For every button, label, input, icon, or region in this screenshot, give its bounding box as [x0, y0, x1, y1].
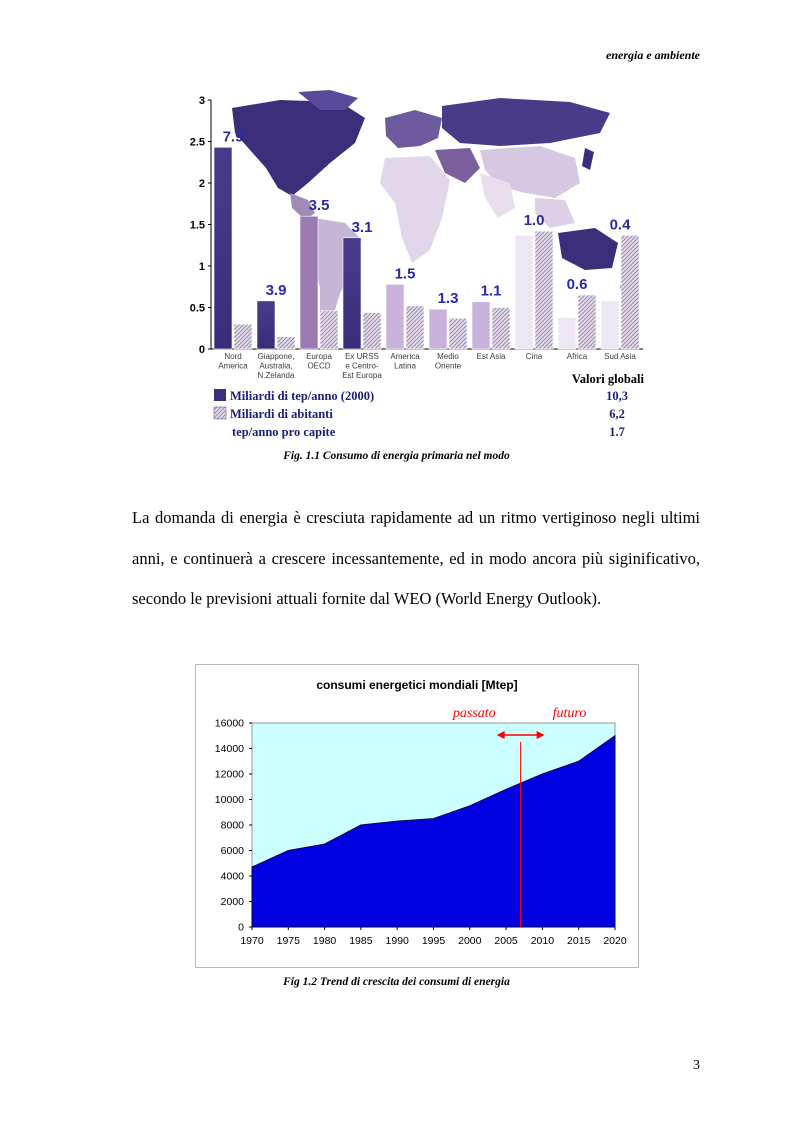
bar-population-9: [621, 235, 639, 349]
bar-population-7: [535, 231, 553, 349]
region-label-4: America: [390, 352, 420, 361]
running-header: energia e ambiente: [606, 48, 700, 62]
region-label-4: Latina: [394, 361, 416, 371]
region-label-5: Oriente: [434, 361, 462, 371]
x-tick-label: 1985: [349, 935, 373, 947]
x-tick-label: 2015: [567, 935, 591, 947]
bar-energy-9: [601, 301, 619, 349]
x-tick-label: 1975: [276, 935, 300, 947]
region-label-1: Australia,: [259, 361, 293, 371]
energy-consumption-map-figure: [180, 88, 650, 443]
per-capita-label-9: 0.4: [609, 216, 631, 234]
region-label-0: Nord: [224, 352, 242, 361]
legend-label-1: Miliardi di abitanti: [230, 407, 333, 421]
bar-population-4: [406, 306, 424, 349]
figure-2-caption: Fig 1.2 Trend di crescita dei consumi di energia: [283, 976, 510, 988]
fig1-y-tick-label: 2.5: [189, 136, 205, 149]
x-tick-label: 1970: [240, 935, 264, 947]
bar-population-0: [234, 324, 252, 349]
page-number: 3: [693, 1058, 700, 1073]
y-tick-label: 8000: [220, 819, 244, 832]
per-capita-label-2: 3.5: [308, 197, 330, 215]
bar-energy-2: [300, 216, 318, 349]
region-label-7: Cina: [525, 352, 543, 361]
area-chart-svg: [196, 665, 638, 967]
annotation-future: futuro: [552, 705, 587, 721]
bar-energy-1: [257, 301, 275, 349]
y-tick-label: 10000: [214, 794, 244, 806]
y-tick-label: 16000: [214, 717, 244, 730]
bar-population-2: [320, 311, 338, 349]
fig1-y-tick-label: 3: [198, 95, 205, 107]
fig1-y-tick-label: 1.5: [189, 219, 205, 232]
region-label-0: America: [218, 361, 248, 371]
region-label-3: e Centro-: [345, 361, 379, 371]
legend-value-0: 10,3: [606, 389, 628, 403]
per-capita-label-8: 0.6: [566, 276, 588, 294]
per-capita-label-4: 1.5: [394, 265, 416, 283]
bar-energy-4: [386, 284, 404, 349]
y-tick-label: 14000: [214, 743, 244, 755]
y-tick-label: 4000: [220, 870, 244, 883]
figure-1-caption: Fig. 1.1 Consumo di energia primaria nel modo: [283, 450, 510, 462]
bar-energy-3: [343, 238, 361, 349]
y-tick-label: 2000: [220, 896, 244, 908]
region-label-2: OECD: [307, 361, 331, 371]
y-tick-label: 0: [238, 921, 244, 934]
bar-energy-6: [472, 302, 490, 349]
x-tick-label: 2005: [494, 935, 518, 947]
x-tick-label: 2020: [603, 935, 627, 947]
fig1-y-tick-label: 0.5: [189, 302, 205, 315]
region-label-1: Giappone,: [257, 352, 295, 361]
fig1-y-tick-label: 0: [198, 344, 205, 356]
world-energy-trend-chart: [195, 664, 639, 968]
bar-energy-8: [558, 317, 576, 349]
legend-swatch-population: [214, 407, 226, 419]
per-capita-label-1: 3.9: [265, 281, 287, 299]
region-label-3: Est Europa: [342, 371, 382, 380]
per-capita-label-6: 1.1: [480, 282, 502, 300]
regional-energy-chart: [180, 88, 650, 443]
bar-population-5: [449, 318, 467, 349]
chart-title: consumi energetici mondiali [Mtep]: [316, 678, 518, 692]
x-tick-label: 1990: [385, 935, 409, 947]
region-label-3: Ex URSS: [345, 352, 379, 361]
y-tick-label: 12000: [214, 768, 244, 781]
per-capita-label-7: 1.0: [523, 212, 545, 230]
per-capita-label-3: 3.1: [351, 218, 373, 236]
legend-label-0: Miliardi di tep/anno (2000): [230, 389, 375, 403]
bar-energy-7: [515, 235, 533, 349]
region-label-9: Sud Asia: [604, 352, 636, 361]
annotation-past: passato: [452, 705, 496, 721]
legend-header: Valori globali: [571, 372, 644, 386]
bar-population-6: [492, 308, 510, 350]
legend-swatch-energy: [214, 389, 226, 401]
x-tick-label: 2000: [458, 935, 482, 947]
body-paragraph: La domanda di energia è cresciuta rapidamente ad un ritmo vertiginoso negli ultimi anni, e continuerà a crescere incessantemente, ed in modo ancora più siginificativo, secondo le previsioni attuali fornite dal WEO (World Energy Outlook).: [132, 508, 700, 608]
fig1-y-tick-label: 1: [198, 261, 205, 273]
y-tick-label: 6000: [220, 845, 244, 857]
region-label-1: N.Zelanda: [257, 371, 295, 380]
legend-label-2: tep/anno pro capite: [232, 425, 336, 439]
bar-energy-5: [429, 309, 447, 349]
bar-population-1: [277, 337, 295, 349]
bar-energy-0: [214, 147, 232, 349]
per-capita-label-0: 7.9: [222, 128, 244, 146]
x-tick-label: 2010: [530, 935, 555, 947]
region-label-2: Europa: [306, 352, 332, 361]
legend-value-1: 6,2: [609, 407, 625, 421]
x-tick-label: 1980: [312, 935, 337, 947]
bar-population-3: [363, 312, 381, 349]
region-label-8: Africa: [566, 352, 588, 361]
region-label-5: Medio: [437, 352, 459, 361]
bar-population-8: [578, 295, 596, 349]
per-capita-label-5: 1.3: [437, 290, 459, 308]
fig1-y-tick-label: 2: [198, 178, 205, 190]
legend-value-2: 1.7: [609, 425, 625, 439]
region-label-6: Est Asia: [476, 352, 506, 361]
x-tick-label: 1995: [421, 935, 446, 947]
